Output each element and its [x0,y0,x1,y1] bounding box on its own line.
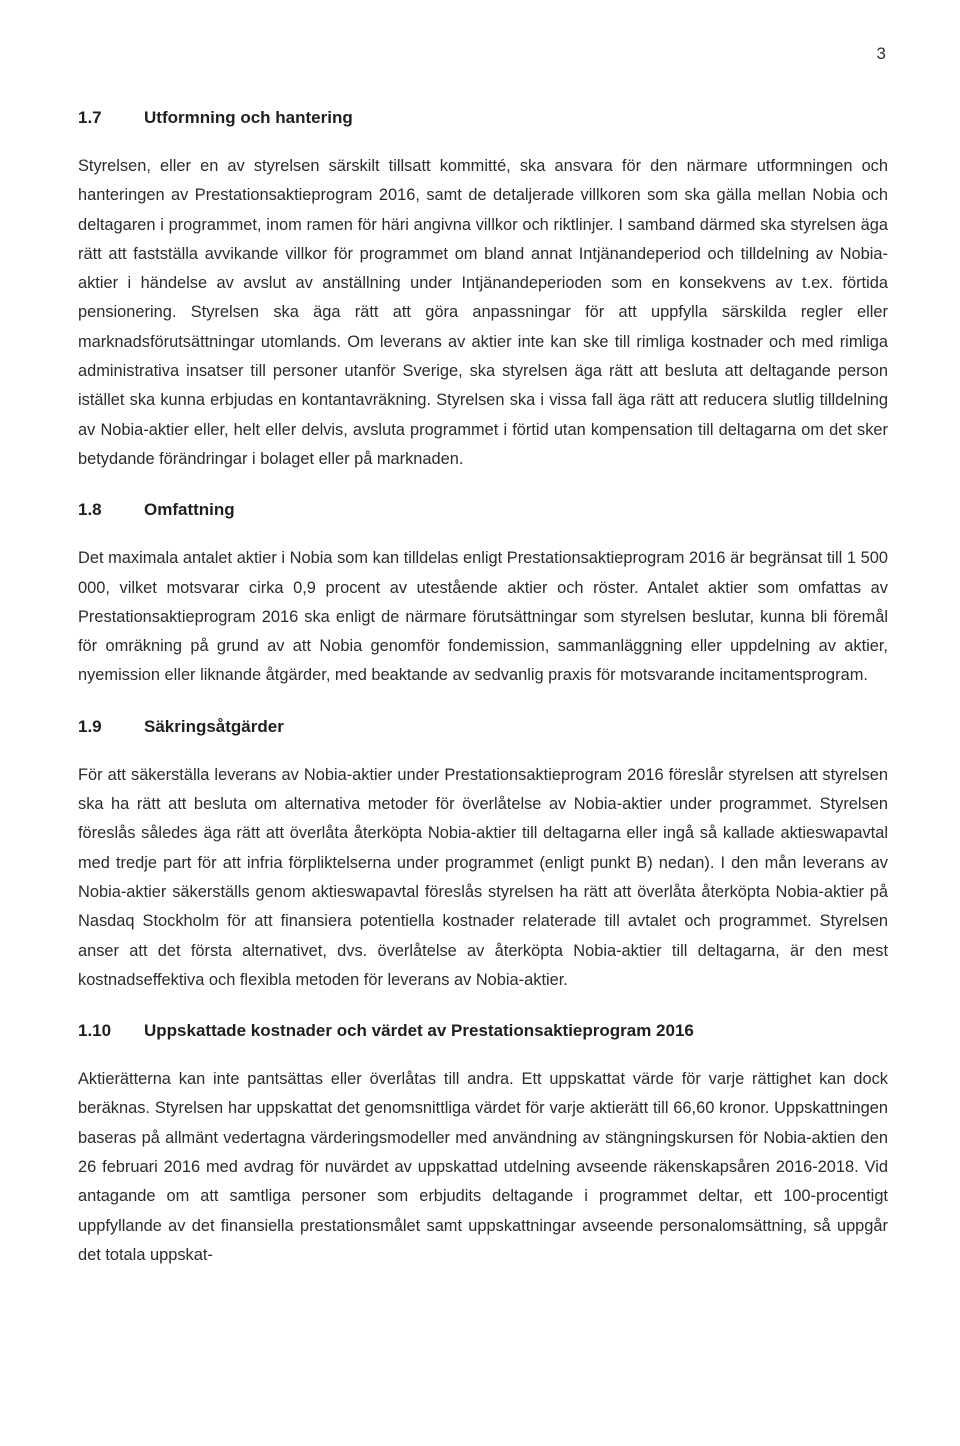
section-paragraph: Det maximala antalet aktier i Nobia som kan tilldelas enligt Prestationsaktieprogram 2016 är begränsat till 1 500 000, vilket motsvarar cirka 0,9 procent av utestående aktier och röster. Antalet aktier som omfattas av Prestationsaktieprogram 2016 ska enligt de närmare förutsättningar som styrelsen beslutar, kunna bli föremål för omräkning på grund av att Nobia genomför fondemission, sammanläggning eller uppdelning av aktier, nyemission eller liknande åtgärder, med beaktande av sedvanlig praxis för motsvarande incitamentsprogram. [78,549,888,685]
section-heading [78,1017,888,1045]
section-uppskattade-kostnader [78,1017,888,1270]
section-title: Säkringsåtgärder [144,716,284,736]
section-number: 1.10 [78,1021,112,1041]
section-number: 1.8 [78,500,102,520]
section-number: 1.9 [78,716,102,736]
section-number: 1.7 [78,108,102,127]
section-sakringsatgarder [78,713,888,995]
document-body [78,104,888,1292]
section-heading [78,104,888,132]
section-paragraph: Aktierätterna kan inte pantsättas eller överlåtas till andra. Ett uppskattat värde för varje rättighet kan dock beräknas. Styrelsen har uppskattat det genomsnittliga värdet för varje aktierätt till 66,60 kronor. Uppskattningen baseras på allmänt vedertagna värderingsmodeller med användning av stängningskursen för Nobia-aktien den 26 februari 2016 med avdrag för nuvärdet av uppskattad utdelning avseende räkenskapsåren 2016-2018. Vid antagande om att samtliga personer som erbjudits deltagande i programmet deltar, ett 100-procentigt uppfyllande av det finansiella prestationsmålet samt uppskattningar avseende personalomsättning, så uppgår det totala uppskat- [78,1070,888,1264]
section-paragraph: Styrelsen, eller en av styrelsen särskilt tillsatt kommitté, ska ansvara för den närmare utformningen och hanteringen av Prestationsaktieprogram 2016, samt de detaljerade villkoren som ska gälla mellan Nobia och deltagaren i programmet, inom ramen för häri angivna villkor och riktlinjer. I samband därmed ska styrelsen äga rätt att fastställa avvikande villkor för programmet om bland annat Intjänandeperiod och tilldelning av Nobia-aktier i händelse av avslut av anställning under Intjänandeperioden som en konsekvens av t.ex. förtida pensionering. Styrelsen ska äga rätt att göra anpassningar för att uppfylla särskilda regler eller marknadsförutsättningar utomlands. Om leverans av aktier inte kan ske till rimliga kostnader och med rimliga administrativa insatser till personer utanför Sverige, ska styrelsen äga rätt att besluta att deltagande person istället ska kunna erbjudas en kontantavräkning. Styrelsen ska i vissa fall äga rätt att reducera slutlig tilldelning av Nobia-aktier eller, helt eller delvis, avsluta programmet i förtid utan kompensation till deltagarna om det sker betydande förändringar i bolaget eller på marknaden. [78,157,888,468]
section-heading [78,496,888,524]
section-title: Uppskattade kostnader och värdet av Prestationsaktieprogram 2016 [144,1021,694,1041]
section-paragraph: För att säkerställa leverans av Nobia-aktier under Prestationsaktieprogram 2016 föreslår styrelsen att styrelsen ska ha rätt att besluta om alternativa metoder för överlåtelse av Nobia-aktier under programmet. Styrelsen föreslås således äga rätt att överlåta återköpta Nobia-aktier till deltagarna eller ingå så kallade aktieswapavtal med tredje part för att infria förpliktelserna under programmet (enligt punkt B) nedan). I den mån leverans av Nobia-aktier säkerställs genom aktieswapavtal föreslås styrelsen ha rätt att överlåta återköpta Nobia-aktier på Nasdaq Stockholm för att finansiera potentiella kostnader relaterade till avtalet och programmet. Styrelsen anser att det första alternativet, dvs. överlåtelse av återköpta Nobia-aktier till deltagarna, är den mest kostnadseffektiva och flexibla metoden för leverans av Nobia-aktier. [78,765,888,989]
section-title: Omfattning [144,500,235,520]
page-number: 3 [876,44,886,63]
section-heading [78,713,888,741]
section-title: Utformning och hantering [144,108,353,127]
section-omfattning [78,496,888,690]
section-utformning [78,104,888,474]
